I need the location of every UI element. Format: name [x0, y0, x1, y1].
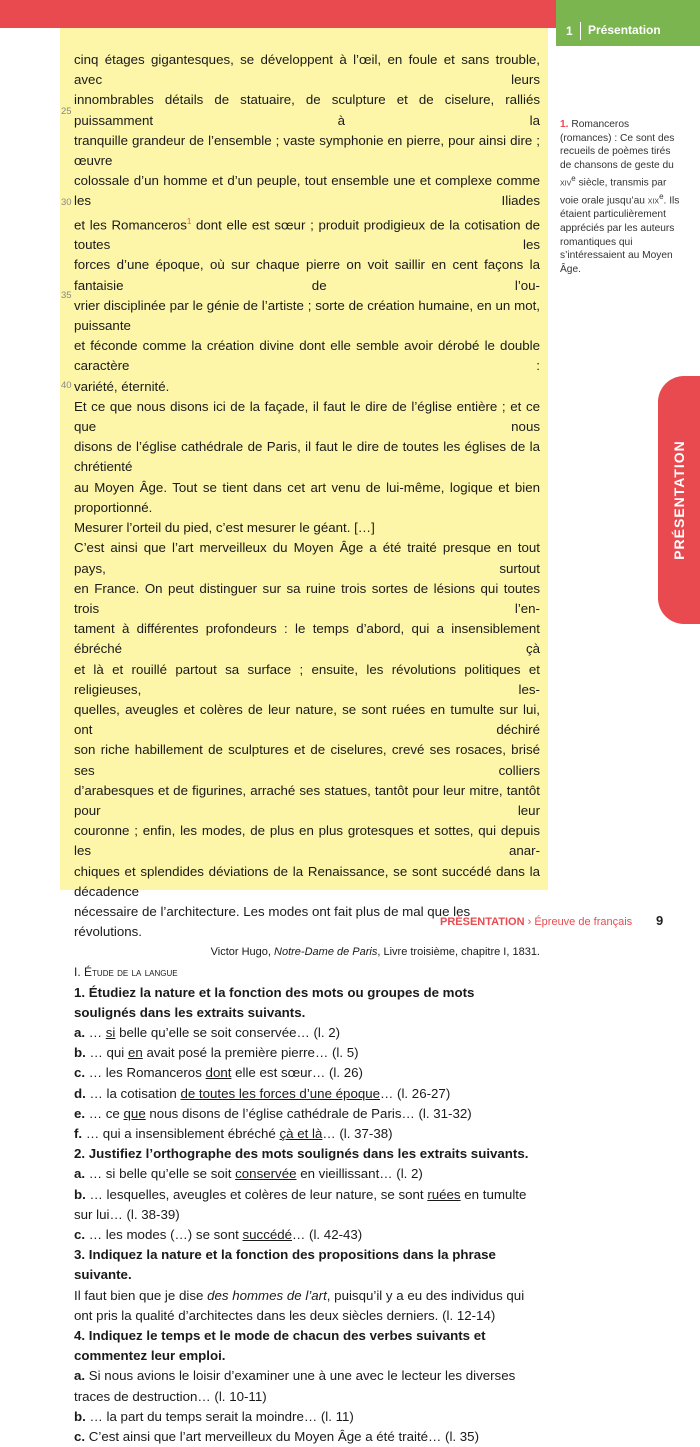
underlined-term: çà et là	[279, 1125, 323, 1141]
passage-line: C’est ainsi que l’art merveilleux du Moyen Âge a été traité presque en tout pays, surtout	[74, 540, 540, 576]
item-text: Si nous avions le loisir d’examiner une à une avec le lecteur les diverses traces de destruction… (l. 10-11)	[74, 1368, 516, 1404]
passage	[74, 50, 540, 942]
passage-line: chiques et splendides déviations de la Renaissance, se sont succédé dans la décadence	[74, 863, 540, 899]
passage-line: nécessaire de l’architecture. Les modes ont fait plus de mal que les révolutions.	[74, 903, 471, 940]
question-item	[74, 1104, 540, 1124]
item-text: … ce	[85, 1105, 124, 1121]
item-text: … (l. 42-43)	[292, 1227, 363, 1242]
item-text: belle qu’elle se soit conservée… (l. 2)	[115, 1024, 341, 1040]
side-section-tab[interactable]	[658, 376, 700, 624]
header-section-tab	[556, 0, 700, 46]
item-text: en tumulte sur lui… (l. 38-39)	[74, 1186, 527, 1222]
question-item	[74, 1084, 540, 1104]
page-number: 9	[656, 913, 664, 928]
underlined-term: dont	[205, 1065, 232, 1081]
item-label: c.	[74, 1065, 86, 1081]
line-number: 25	[61, 106, 72, 117]
underlined-term: que	[123, 1105, 146, 1121]
passage-line: son riche habillement de sculptures et de ciselures, crevé ses rosaces, brisé ses colliers	[74, 742, 540, 778]
passage-line: Et ce que nous disons ici de la façade, il faut le dire de l’église entière ; et ce que nous	[74, 398, 540, 435]
item-label: a.	[74, 1024, 86, 1040]
passage-line: tament à différentes profondeurs : le temps d’abord, qui a insensiblement ébréché çà	[74, 621, 540, 657]
item-text: … si belle qu’elle se soit	[85, 1166, 236, 1182]
exercise-section-title	[74, 962, 540, 982]
passage-segment: et les Romanceros	[74, 217, 187, 233]
item-text: … la part du temps serait la moindre… (l. 11)	[85, 1408, 354, 1424]
sentence-emphasis: des hommes de l’art	[207, 1287, 327, 1303]
question-item	[74, 1043, 540, 1063]
passage-line: au Moyen Âge. Tout se tient dans cet art venu de lui-même, logique et bien proportionné.	[74, 479, 540, 515]
question-2-prompt: 2. Justifiez l’orthographe des mots soulignés dans les extraits suivants.	[74, 1146, 529, 1162]
question-3-sentence	[74, 1286, 540, 1326]
footnote-sup: e	[571, 174, 576, 184]
item-text: en vieillissant… (l. 2)	[296, 1166, 423, 1182]
question-item	[74, 1023, 540, 1043]
item-label: d.	[74, 1085, 86, 1101]
question-3-prompt: 3. Indiquez la nature et la fonction des propositions dans la phrase suivante.	[74, 1247, 496, 1283]
section-title-rest: tude de la langue	[92, 965, 178, 980]
question-item	[74, 1366, 540, 1406]
side-tab-label: PRÉSENTATION	[671, 440, 687, 560]
footnote-sup: e	[659, 192, 664, 202]
passage-line: innombrables détails de statuaire, de sculpture et de ciselure, ralliés puissamment à la	[74, 92, 540, 128]
question-item	[74, 1124, 540, 1144]
section-title: Présentation	[588, 23, 661, 37]
footer-section: PRÉSENTATION	[440, 916, 525, 928]
footnote-text: siècle, transmis par voie orale jusqu’au	[560, 177, 667, 207]
question-item	[74, 1427, 540, 1447]
attribution-work: Notre-Dame de Paris	[274, 946, 378, 959]
footer-breadcrumb	[440, 916, 632, 928]
question-item	[74, 1164, 540, 1184]
item-text: … qui a insensiblement ébréché	[82, 1125, 280, 1141]
item-text: … les modes (…) se sont	[85, 1227, 243, 1242]
section-title-initial: É	[84, 965, 93, 980]
header-separator	[580, 22, 581, 40]
item-text: … (l. 26-27)	[380, 1085, 451, 1101]
underlined-term: succédé	[242, 1227, 293, 1242]
item-label: a.	[74, 1166, 86, 1182]
underlined-term: en	[127, 1045, 143, 1061]
footer-chapter: Épreuve de français	[534, 916, 633, 928]
line-number: 30	[61, 197, 72, 208]
passage-line: et là et rouillé partout sa surface ; ensuite, les révolutions politiques et religieuses, les-	[74, 661, 540, 697]
passage-line: cinq étages gigantesques, se développent à l’œil, en foule et sans trouble, avec leurs	[74, 52, 540, 88]
item-text: …	[85, 1024, 106, 1040]
footnote-number: 1.	[560, 119, 569, 130]
passage-line: forces d’une époque, où sur chaque pierre on voit saillir en cent façons la fantaisie de l’ou-	[74, 257, 540, 293]
attribution-author: Victor Hugo,	[210, 946, 275, 959]
sentence-text: , puisqu’il y a eu des individus qui ont pris la qualité d’architectes dans les deux siècles derniers. (l. 12-14)	[74, 1287, 525, 1323]
question-1-prompt: 1. Étudiez la nature et la fonction des mots ou groupes de mots soulignés dans les extraits suivants.	[74, 984, 475, 1020]
item-label: e.	[74, 1105, 86, 1121]
item-text: … (l. 37-38)	[322, 1125, 393, 1141]
document-body	[74, 50, 540, 1447]
line-number: 40	[61, 380, 72, 391]
footer-separator: ›	[524, 916, 535, 928]
section-roman: I.	[74, 965, 85, 980]
footnote	[560, 118, 682, 276]
underlined-term: si	[105, 1024, 116, 1040]
section-number: 1	[566, 24, 573, 38]
passage-line: Mesurer l’orteil du pied, c’est mesurer le géant. […]	[74, 520, 375, 536]
underlined-term: de toutes les forces d’une époque	[180, 1085, 381, 1101]
footnote-text: . Ils étaient particulièrement appréciés par les auteurs romantiques qui s’intéressaient au Moyen Âge.	[560, 195, 680, 275]
question-4-prompt: 4. Indiquez le temps et le mode de chacun des verbes suivants et commentez leur emploi.	[74, 1328, 486, 1364]
question-item	[74, 1063, 540, 1083]
passage-line: et féconde comme la création divine dont elle semble avoir dérobé le double caractère :	[74, 338, 540, 374]
passage-line: vrier disciplinée par le génie de l’artiste ; sorte de création humaine, en un mot, puissante	[74, 297, 540, 334]
question-item	[74, 1185, 540, 1225]
question-item	[74, 1225, 540, 1245]
passage-segment: dont elle est sœur ; produit prodigieux de la cotisation de toutes les	[74, 217, 540, 253]
passage-line: colossale d’un homme et d’un peuple, tout ensemble une et complexe comme les Iliades	[74, 173, 540, 209]
item-text: nous disons de l’église cathédrale de Paris… (l. 31-32)	[145, 1105, 472, 1121]
question-item	[74, 1407, 540, 1427]
passage-line: d’arabesques et de figurines, arraché ses statues, tantôt pour leur mitre, tantôt pour leur	[74, 782, 540, 818]
passage-line: couronne ; enfin, les modes, de plus en plus grotesques et sottes, qui depuis les anar-	[74, 823, 540, 859]
item-text: … les Romanceros	[85, 1065, 206, 1081]
header-red-bar	[0, 0, 556, 28]
item-text: C’est ainsi que l’art merveilleux du Moyen Âge a été traité… (l. 35)	[85, 1429, 480, 1445]
item-label: b.	[74, 1408, 86, 1424]
attribution-details: , Livre troisième, chapitre I, 1831.	[377, 946, 540, 959]
item-label: c.	[74, 1429, 86, 1445]
attribution	[74, 942, 540, 962]
passage-line: en France. On peut distinguer sur sa ruine trois sortes de lésions qui toutes trois l’en-	[74, 580, 540, 616]
item-text: … qui	[85, 1045, 128, 1061]
footnote-century: xiv	[560, 177, 572, 189]
item-text: avait posé la première pierre… (l. 5)	[142, 1045, 359, 1061]
underlined-term: conservée	[235, 1166, 297, 1182]
sentence-text: Il faut bien que je dise	[74, 1287, 208, 1303]
passage-line: tranquille grandeur de l’ensemble ; vaste symphonie en pierre, pour ainsi dire ; œuvre	[74, 132, 540, 169]
underlined-term: ruées	[427, 1186, 461, 1202]
footnote-marker[interactable]: 1	[186, 216, 192, 226]
item-label: b.	[74, 1045, 86, 1061]
footnote-century: xix	[647, 195, 660, 207]
passage-line: disons de l’église cathédrale de Paris, il faut le dire de toutes les églises de la chrétienté	[74, 439, 540, 475]
passage-line: quelles, aveugles et colères de leur nature, se sont ruées en tumulte sur lui, ont déchiré	[74, 701, 540, 738]
item-text: … la cotisation	[85, 1085, 181, 1101]
item-label: f.	[74, 1125, 83, 1141]
footnote-text: Romanceros (romances) : Ce sont des recueils de poèmes tirés de chansons de geste du	[560, 119, 675, 171]
item-label: a.	[74, 1368, 86, 1384]
passage-line: variété, éternité.	[74, 378, 170, 394]
line-number: 35	[61, 290, 72, 301]
item-label: b.	[74, 1186, 86, 1202]
item-label: c.	[74, 1227, 86, 1242]
item-text: elle est sœur… (l. 26)	[231, 1065, 363, 1081]
item-text: … lesquelles, aveugles et colères de leur nature, se sont	[85, 1186, 428, 1202]
passage-line	[74, 212, 540, 256]
